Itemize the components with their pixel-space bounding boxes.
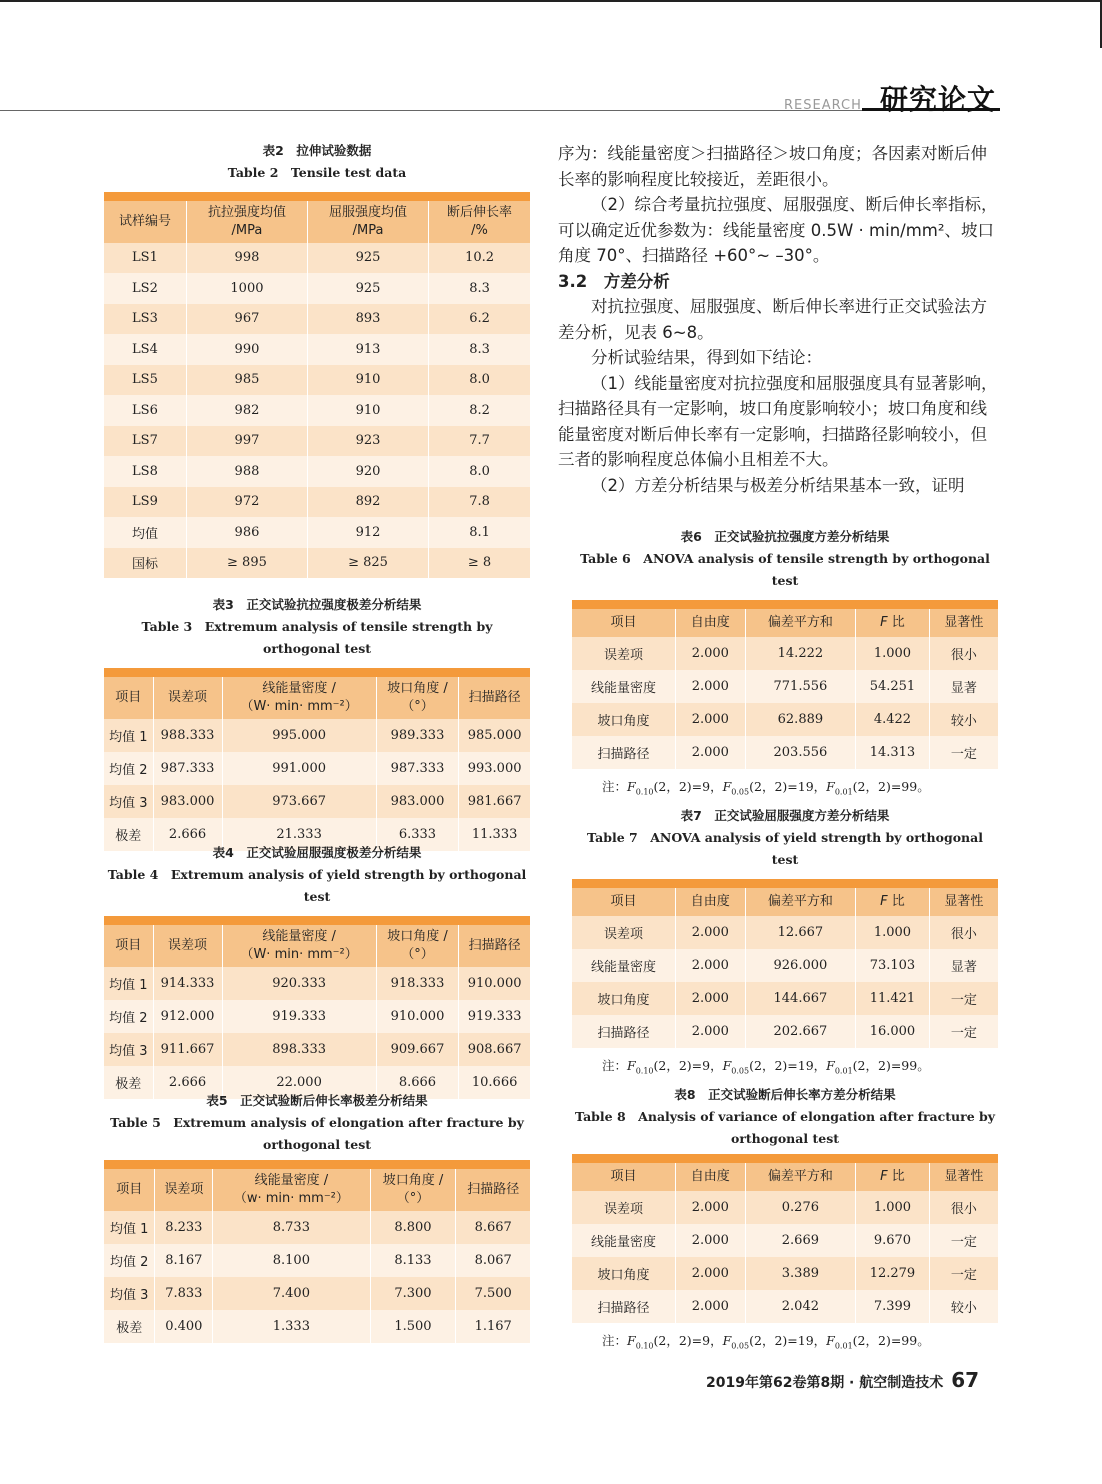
column-header: F 比	[856, 1159, 929, 1191]
table-2-caption-cn: 表2 拉伸试验数据	[262, 143, 372, 158]
body-text-right	[558, 141, 1000, 498]
table-cell: 均值 3	[109, 1043, 148, 1059]
table-8-note: 注：$F_{0.10}(2$，2)=9，$F_{0.05}(2$，2)=19，$F_{0.01}(2$，2)=99。	[602, 1332, 930, 1350]
table-cell: 981.667	[459, 785, 530, 818]
table-cell: 坡口角度	[597, 1267, 650, 1283]
column-header: 项目	[572, 1159, 676, 1191]
paragraph-3: 对抗拉强度、屈服强度、断后伸长率进行正交试验法方差分析，见表 6~8。	[558, 297, 987, 342]
table-cell: 8.100	[213, 1244, 370, 1277]
table-cell: 2.000	[676, 949, 746, 982]
table-cell: 12.279	[856, 1257, 929, 1290]
table-cell: 扫描路径	[597, 1300, 650, 1316]
column-header: 自由度	[676, 1159, 746, 1191]
table-cell: 986	[186, 517, 307, 548]
table-cell: 202.667	[745, 1015, 856, 1048]
table-cell: 16.000	[856, 1015, 929, 1048]
table-cell: 均值	[131, 526, 158, 542]
table-cell: 991.000	[222, 752, 376, 785]
column-header: 自由度	[676, 605, 746, 637]
table-cell: LS8	[132, 463, 158, 479]
table-cell: 983.000	[153, 785, 222, 818]
paragraph-6: （2）方差分析结果与极差分析结果基本一致，证明	[591, 475, 965, 495]
table-cell: 较小	[929, 1290, 998, 1323]
table-cell: LS6	[132, 402, 158, 418]
table-cell: 线能量密度	[591, 959, 657, 975]
table-cell: 1.333	[213, 1310, 370, 1343]
table-5-caption-cn: 表5 正交试验断后伸长率极差分析结果	[206, 1093, 428, 1108]
table-cell: 925	[308, 243, 429, 274]
table-4-block	[104, 842, 530, 1099]
table-cell: 22.000	[222, 1066, 376, 1099]
header-research-label: RESEARCH	[784, 98, 862, 113]
table-row	[572, 949, 998, 982]
table-cell: 显著	[929, 670, 998, 703]
column-header: 偏差平方和	[745, 1159, 856, 1191]
table-cell: 2.000	[676, 703, 746, 736]
table-row	[572, 736, 998, 769]
table-7-note: 注：$F_{0.10}(2$，2)=9，$F_{0.05}(2$，2)=19，$F_{0.01}(2$，2)=99。	[602, 1057, 930, 1075]
table-cell: 显著	[929, 949, 998, 982]
table-row	[572, 1015, 998, 1048]
table-cell: 8.3	[429, 334, 530, 365]
table-row	[104, 785, 530, 818]
table-row	[572, 982, 998, 1015]
table-cell: 982	[186, 395, 307, 426]
table-cell: LS3	[132, 311, 158, 327]
table-cell: 较小	[929, 703, 998, 736]
table-cell: 8.133	[370, 1244, 456, 1277]
table-cell: 989.333	[376, 719, 459, 752]
table-cell: 908.667	[459, 1033, 530, 1066]
table-cell: 919.333	[222, 1000, 376, 1033]
table-cell: ≥ 895	[186, 548, 307, 579]
table-cell: 8.2	[429, 395, 530, 426]
table-8-caption-cn: 表8 正交试验断后伸长率方差分析结果	[674, 1087, 896, 1102]
table-cell: 967	[186, 304, 307, 335]
column-header: 扫描路径	[459, 673, 530, 719]
table-cell: 极差	[116, 1320, 143, 1336]
table-cell: 2.042	[745, 1290, 856, 1323]
column-header: 显著性	[929, 884, 998, 916]
table-2-caption-en: Table 2 Tensile test data	[227, 165, 407, 180]
table-cell: 一定	[929, 736, 998, 769]
table-cell: 912.000	[153, 1000, 222, 1033]
table-2-block	[104, 140, 530, 578]
column-header: 显著性	[929, 605, 998, 637]
table-cell: 972	[186, 487, 307, 518]
table-cell: 2.669	[745, 1224, 856, 1257]
paragraph-1: 序为：线能量密度＞扫描路径＞坡口角度；各因素对断后伸长率的影响程度比较接近，差距很小。	[558, 144, 987, 189]
table-row	[104, 365, 530, 396]
table-row	[572, 1191, 998, 1224]
table-cell: 997	[186, 426, 307, 457]
table-4	[104, 916, 530, 1099]
table-cell: LS4	[132, 341, 158, 357]
table-cell: 1.000	[856, 916, 929, 949]
table-cell: 0.276	[745, 1191, 856, 1224]
table-cell: 线能量密度	[591, 680, 657, 696]
table-cell: 993.000	[459, 752, 530, 785]
table-cell: 7.300	[370, 1277, 456, 1310]
table-row	[572, 1290, 998, 1323]
table-3-block	[104, 594, 530, 851]
table-cell: 6.333	[376, 818, 459, 851]
table-cell: LS2	[132, 280, 158, 296]
table-cell: 14.222	[745, 637, 856, 670]
table-cell: 8.067	[456, 1244, 530, 1277]
table-cell: 8.667	[456, 1211, 530, 1244]
table-cell: 912	[308, 517, 429, 548]
table-cell: 910	[308, 395, 429, 426]
table-cell: 988	[186, 456, 307, 487]
section-heading-3-2: 3.2 方差分析	[558, 271, 670, 291]
table-cell: 919.333	[459, 1000, 530, 1033]
table-cell: 898.333	[222, 1033, 376, 1066]
column-header: 屈服强度均值 /MPa	[308, 197, 429, 243]
table-row	[104, 1244, 530, 1277]
table-cell: 均值 2	[109, 762, 148, 778]
table-cell: 一定	[929, 1224, 998, 1257]
table-7-block	[572, 805, 998, 1075]
column-header: 试样编号	[104, 197, 186, 243]
table-row	[104, 752, 530, 785]
table-cell: 7.500	[456, 1277, 530, 1310]
table-cell: 920	[308, 456, 429, 487]
table-cell: 987.333	[153, 752, 222, 785]
table-cell: 国标	[131, 557, 158, 573]
page-header	[0, 82, 1102, 122]
table-cell: 很小	[929, 637, 998, 670]
table-cell: 892	[308, 487, 429, 518]
table-cell: 8.233	[155, 1211, 213, 1244]
table-cell: 1.000	[856, 1191, 929, 1224]
table-cell: 2.666	[153, 818, 222, 851]
table-cell: 990	[186, 334, 307, 365]
table-row	[104, 548, 530, 579]
table-cell: 一定	[929, 982, 998, 1015]
table-8-block	[572, 1084, 998, 1350]
table-cell: 913	[308, 334, 429, 365]
table-cell: 21.333	[222, 818, 376, 851]
column-header: 偏差平方和	[745, 605, 856, 637]
table-cell: 扫描路径	[597, 746, 650, 762]
table-cell: 7.8	[429, 487, 530, 518]
table-7	[572, 879, 998, 1048]
table-row	[104, 967, 530, 1000]
table-cell: 54.251	[856, 670, 929, 703]
table-3-caption-cn: 表3 正交试验抗拉强度极差分析结果	[212, 597, 422, 612]
table-cell: 8.0	[429, 456, 530, 487]
table-row	[572, 703, 998, 736]
table-3	[104, 668, 530, 851]
page-number: 67	[951, 1368, 980, 1392]
column-header: 抗拉强度均值 /MPa	[186, 197, 307, 243]
column-header: 扫描路径	[459, 921, 530, 967]
table-cell: 73.103	[856, 949, 929, 982]
table-row	[104, 304, 530, 335]
column-header: 扫描路径	[456, 1165, 530, 1211]
column-header: 项目	[572, 884, 676, 916]
table-cell: 11.421	[856, 982, 929, 1015]
table-cell: 893	[308, 304, 429, 335]
table-cell: 2.000	[676, 916, 746, 949]
table-cell: 一定	[929, 1257, 998, 1290]
table-cell: LS5	[132, 372, 158, 388]
table-row	[572, 916, 998, 949]
table-cell: 8.666	[376, 1066, 459, 1099]
table-cell: 8.0	[429, 365, 530, 396]
table-cell: 911.667	[153, 1033, 222, 1066]
table-cell: 极差	[115, 828, 142, 844]
table-cell: 很小	[929, 916, 998, 949]
table-cell: LS1	[132, 250, 158, 266]
column-header: 项目	[104, 673, 153, 719]
table-6-caption-en: Table 6 ANOVA analysis of tensile strength by orthogonal test	[580, 551, 990, 588]
table-cell: 均值 2	[110, 1254, 149, 1270]
table-cell: 2.666	[153, 1066, 222, 1099]
paragraph-5: （1）线能量密度对抗拉强度和屈服强度具有显著影响，扫描路径具有一定影响，坡口角度影响较小；坡口角度和线能量密度对断后伸长率有一定影响，扫描路径影响较小，但三者的影响程度总体偏小且相差不大。	[558, 373, 998, 469]
table-row	[572, 1224, 998, 1257]
table-6-caption-cn: 表6 正交试验抗拉强度方差分析结果	[680, 529, 890, 544]
table-cell: 11.333	[459, 818, 530, 851]
table-cell: 985.000	[459, 719, 530, 752]
table-cell: 2.000	[676, 1015, 746, 1048]
header-section-title: 研究论文	[880, 83, 997, 116]
column-header: 断后伸长率 /%	[429, 197, 530, 243]
table-cell: 62.889	[745, 703, 856, 736]
page-frame-top	[0, 0, 1102, 2]
table-cell: ≥ 825	[308, 548, 429, 579]
table-cell: 均值 2	[109, 1010, 148, 1026]
table-cell: LS7	[132, 433, 158, 449]
table-cell: 8.1	[429, 517, 530, 548]
table-row	[104, 1277, 530, 1310]
table-8-caption-en: Table 8 Analysis of variance of elongation after fracture by	[574, 1109, 996, 1124]
table-cell: 925	[308, 273, 429, 304]
table-cell: 线能量密度	[591, 1234, 657, 1250]
table-cell: 988.333	[153, 719, 222, 752]
table-cell: 926.000	[745, 949, 856, 982]
table-cell: 8.800	[370, 1211, 456, 1244]
column-header: 线能量密度 / （w· min· mm⁻²）	[213, 1165, 370, 1211]
table-row	[104, 334, 530, 365]
table-cell: 均值 3	[110, 1287, 149, 1303]
table-5	[104, 1160, 530, 1343]
table-cell: 2.000	[676, 670, 746, 703]
table-cell: LS9	[132, 494, 158, 510]
table-row	[104, 487, 530, 518]
column-header: F 比	[856, 884, 929, 916]
table-5-caption-en-2: orthogonal test	[262, 1137, 372, 1152]
table-cell: 909.667	[376, 1033, 459, 1066]
column-header: 线能量密度 / （W· min· mm⁻²）	[222, 673, 376, 719]
page-footer	[706, 1368, 979, 1392]
table-row	[104, 395, 530, 426]
table-row	[572, 637, 998, 670]
table-row	[104, 1000, 530, 1033]
table-5-caption-en: Table 5 Extremum analysis of elongation after fracture by	[110, 1115, 524, 1130]
table-8-caption-en-2: orthogonal test	[730, 1131, 840, 1146]
table-cell: 1.167	[456, 1310, 530, 1343]
table-cell: 771.556	[745, 670, 856, 703]
table-cell: 914.333	[153, 967, 222, 1000]
table-cell: 10.666	[459, 1066, 530, 1099]
table-3-caption-en: Table 3 Extremum analysis of tensile strength by orthogonal test	[141, 619, 493, 656]
table-row	[104, 243, 530, 274]
table-cell: 3.389	[745, 1257, 856, 1290]
table-row	[104, 1211, 530, 1244]
table-cell: 均值 1	[109, 729, 148, 745]
table-cell: 10.2	[429, 243, 530, 274]
table-cell: 2.000	[676, 736, 746, 769]
table-cell: 误差项	[604, 926, 644, 942]
table-row	[104, 426, 530, 457]
table-cell: 均值 3	[109, 795, 148, 811]
table-cell: 995.000	[222, 719, 376, 752]
table-cell: 910.000	[459, 967, 530, 1000]
table-cell: 6.2	[429, 304, 530, 335]
table-cell: 7.399	[856, 1290, 929, 1323]
table-7-caption-en: Table 7 ANOVA analysis of yield strength by orthogonal test	[587, 830, 983, 867]
table-cell: 4.422	[856, 703, 929, 736]
column-header: 自由度	[676, 884, 746, 916]
table-row	[104, 456, 530, 487]
table-cell: 均值 1	[110, 1221, 149, 1237]
column-header: 误差项	[153, 921, 222, 967]
table-cell: 1.000	[856, 637, 929, 670]
table-cell: 扫描路径	[597, 1025, 650, 1041]
column-header: 坡口角度 / （°）	[376, 673, 459, 719]
column-header: 显著性	[929, 1159, 998, 1191]
table-cell: 1.500	[370, 1310, 456, 1343]
paragraph-2: （2）综合考量抗拉强度、屈服强度、断后伸长率指标，可以确定近优参数为：线能量密度 0.5W · min/mm²、坡口角度 70°、扫描路径 +60°~ –30°。	[558, 195, 998, 265]
table-cell: 985	[186, 365, 307, 396]
table-row	[104, 1310, 530, 1343]
table-cell: 14.313	[856, 736, 929, 769]
table-row	[572, 670, 998, 703]
table-cell: 910	[308, 365, 429, 396]
table-cell: 8.733	[213, 1211, 370, 1244]
table-cell: 918.333	[376, 967, 459, 1000]
table-cell: 8.167	[155, 1244, 213, 1277]
table-cell: 极差	[115, 1076, 142, 1092]
table-cell: 很小	[929, 1191, 998, 1224]
table-cell: 均值 1	[109, 977, 148, 993]
table-cell: 910.000	[376, 1000, 459, 1033]
table-row	[104, 273, 530, 304]
table-8	[572, 1154, 998, 1323]
table-4-caption-en: Table 4 Extremum analysis of yield strength by orthogonal test	[107, 867, 527, 904]
column-header: 偏差平方和	[745, 884, 856, 916]
table-cell: 920.333	[222, 967, 376, 1000]
column-header: 项目	[104, 1165, 155, 1211]
column-header: 坡口角度 / （°）	[376, 921, 459, 967]
column-header: F 比	[856, 605, 929, 637]
table-5-block	[104, 1090, 530, 1343]
table-cell: 1000	[186, 273, 307, 304]
table-row	[572, 1257, 998, 1290]
table-cell: 坡口角度	[597, 713, 650, 729]
table-cell: 2.000	[676, 637, 746, 670]
footer-journal: 2019年第62卷第8期 · 航空制造技术	[706, 1375, 944, 1391]
table-cell: 12.667	[745, 916, 856, 949]
table-cell: 144.667	[745, 982, 856, 1015]
table-cell: 923	[308, 426, 429, 457]
table-cell: 203.556	[745, 736, 856, 769]
table-6	[572, 600, 998, 769]
table-7-caption-cn: 表7 正交试验屈服强度方差分析结果	[680, 808, 890, 823]
table-cell: 0.400	[155, 1310, 213, 1343]
column-header: 项目	[104, 921, 153, 967]
table-cell: 误差项	[604, 647, 644, 663]
table-cell: 2.000	[676, 1191, 746, 1224]
table-cell: 2.000	[676, 982, 746, 1015]
table-4-caption-cn: 表4 正交试验屈服强度极差分析结果	[212, 845, 422, 860]
table-cell: 998	[186, 243, 307, 274]
column-header: 线能量密度 / （W· min· mm⁻²）	[222, 921, 376, 967]
table-6-note: 注：$F_{0.10}(2$，2)=9，$F_{0.05}(2$，2)=19，$F_{0.01}(2$，2)=99。	[602, 778, 930, 796]
table-cell: 983.000	[376, 785, 459, 818]
column-header: 误差项	[155, 1165, 213, 1211]
table-cell: 7.400	[213, 1277, 370, 1310]
table-cell: 7.7	[429, 426, 530, 457]
column-header: 项目	[572, 605, 676, 637]
table-6-block	[572, 526, 998, 796]
table-cell: 一定	[929, 1015, 998, 1048]
table-cell: 987.333	[376, 752, 459, 785]
table-2	[104, 192, 530, 578]
table-row	[104, 719, 530, 752]
table-cell: 973.667	[222, 785, 376, 818]
table-cell: 2.000	[676, 1290, 746, 1323]
table-row	[104, 517, 530, 548]
column-header: 误差项	[153, 673, 222, 719]
table-row	[104, 1033, 530, 1066]
table-cell: 2.000	[676, 1224, 746, 1257]
table-cell: 9.670	[856, 1224, 929, 1257]
table-cell: ≥ 8	[429, 548, 530, 579]
table-cell: 误差项	[604, 1201, 644, 1217]
table-cell: 7.833	[155, 1277, 213, 1310]
table-cell: 2.000	[676, 1257, 746, 1290]
table-cell: 8.3	[429, 273, 530, 304]
paragraph-4: 分析试验结果，得到如下结论：	[591, 348, 822, 367]
column-header: 坡口角度 / （°）	[370, 1165, 456, 1211]
table-cell: 坡口角度	[597, 992, 650, 1008]
